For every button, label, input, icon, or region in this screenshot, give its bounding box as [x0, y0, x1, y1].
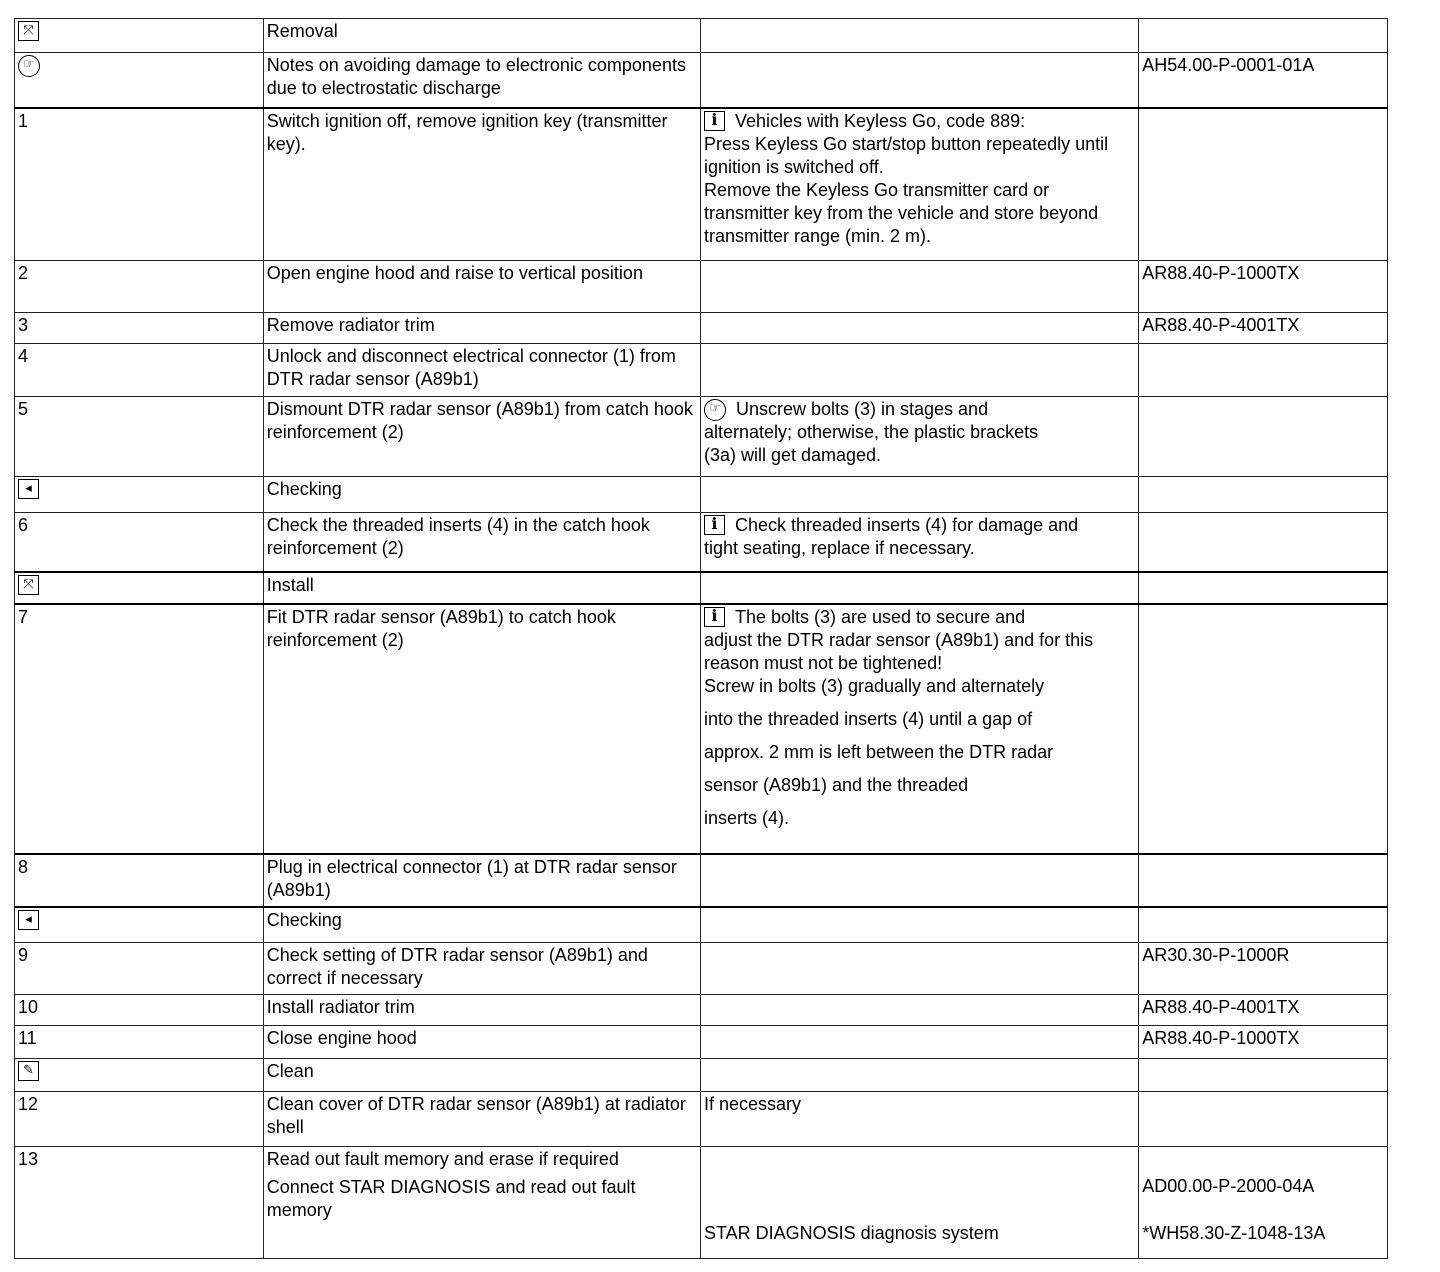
procedure-table [14, 18, 1388, 1259]
action-text-secondary: Connect STAR DIAGNOSIS and read out fault memory [266, 1177, 636, 1220]
note-text: adjust the DTR radar sensor (A89b1) and for this reason must not be tightened! Screw in bolts (3) gradually and alternately [703, 629, 1094, 696]
action-cell: Close engine hood [263, 1026, 700, 1059]
step-number: 8 [15, 854, 264, 907]
info-icon: i [704, 515, 725, 535]
note-text: approx. 2 mm is left between the DTR radar [703, 741, 1054, 762]
note-cell [700, 854, 1138, 907]
step-number: 5 [15, 397, 264, 477]
ref-cell [1139, 572, 1388, 604]
note-text: inserts (4). [703, 807, 789, 828]
step-number: 7 [15, 604, 264, 854]
action-cell [263, 1147, 700, 1259]
ref-cell [1139, 1092, 1388, 1147]
action-text: Read out fault memory and erase if required [266, 1149, 619, 1169]
step-number: 2 [15, 261, 264, 313]
note-lead: The bolts (3) are used to secure and [734, 606, 1026, 627]
note-cell [700, 572, 1138, 604]
ref-cell[interactable]: AR30.30-P-1000R [1139, 943, 1388, 995]
note-cell [700, 513, 1138, 572]
note-cell [700, 477, 1138, 513]
table-row [15, 943, 1388, 995]
action-cell: Checking [263, 907, 700, 943]
info-icon: i [704, 607, 725, 627]
action-cell: Check setting of DTR radar sensor (A89b1) and correct if necessary [263, 943, 700, 995]
ref-cell[interactable]: AR88.40-P-1000TX [1139, 261, 1388, 313]
ref-cell [1139, 604, 1388, 854]
note-text: into the threaded inserts (4) until a gap of [703, 708, 1033, 729]
step-cell [15, 572, 264, 604]
note-cell [700, 1026, 1138, 1059]
ref-cell[interactable]: AR88.40-P-4001TX [1139, 995, 1388, 1026]
step-number: 10 [15, 995, 264, 1026]
ref-cell [1139, 477, 1388, 513]
step-number: 1 [15, 108, 264, 261]
table-row [15, 513, 1388, 572]
action-cell: Remove radiator trim [263, 313, 700, 344]
ref-cell [1139, 854, 1388, 907]
step-cell [15, 1059, 264, 1092]
action-cell: Notes on avoiding damage to electronic components due to electrostatic discharge [263, 53, 700, 108]
action-cell: Check the threaded inserts (4) in the catch hook reinforcement (2) [263, 513, 700, 572]
ref-cell[interactable]: AH54.00-P-0001-01A [1139, 53, 1388, 108]
caution-icon: ☞ [704, 399, 726, 421]
removal-icon: ⤧ [18, 21, 39, 41]
ref-cell [1139, 344, 1388, 397]
ref-cell [1139, 397, 1388, 477]
table-row [15, 572, 1388, 604]
action-cell: Open engine hood and raise to vertical position [263, 261, 700, 313]
table-row [15, 604, 1388, 854]
table-row [15, 1147, 1388, 1259]
table-row [15, 995, 1388, 1026]
note-cell [700, 604, 1138, 854]
step-number: 6 [15, 513, 264, 572]
step-cell [15, 19, 264, 53]
ref-cell [1139, 1147, 1388, 1259]
checking-icon: ◂ [18, 479, 39, 499]
table-row [15, 397, 1388, 477]
checking-icon: ◂ [18, 910, 39, 930]
note-text: STAR DIAGNOSIS diagnosis system [703, 1223, 999, 1243]
ref-cell [1139, 513, 1388, 572]
action-cell: Plug in electrical connector (1) at DTR radar sensor (A89b1) [263, 854, 700, 907]
note-cell [700, 261, 1138, 313]
ref-cell [1139, 1059, 1388, 1092]
action-cell: Checking [263, 477, 700, 513]
step-number: 3 [15, 313, 264, 344]
action-cell: Removal [263, 19, 700, 53]
note-text: alternately; otherwise, the plastic brackets (3a) will get damaged. [703, 422, 1039, 465]
note-cell [700, 53, 1138, 108]
step-number: 4 [15, 344, 264, 397]
note-lead: Unscrew bolts (3) in stages and [735, 399, 989, 419]
step-number: 12 [15, 1092, 264, 1147]
table-row [15, 313, 1388, 344]
note-cell [700, 19, 1138, 53]
note-cell [700, 907, 1138, 943]
table-row [15, 1059, 1388, 1092]
step-number: 11 [15, 1026, 264, 1059]
note-lead: Check threaded inserts (4) for damage and [734, 515, 1079, 535]
step-cell [15, 907, 264, 943]
step-cell [15, 53, 264, 108]
ref-link[interactable]: AD00.00-P-2000-04A [1142, 1176, 1315, 1196]
table-row [15, 854, 1388, 907]
action-cell: Install [263, 572, 700, 604]
table-row [15, 19, 1388, 53]
ref-cell[interactable]: AR88.40-P-1000TX [1139, 1026, 1388, 1059]
action-cell: Install radiator trim [263, 995, 700, 1026]
note-cell [700, 943, 1138, 995]
table-row [15, 53, 1388, 108]
note-cell [700, 397, 1138, 477]
note-cell [700, 313, 1138, 344]
ref-cell [1139, 19, 1388, 53]
ref-cell [1139, 907, 1388, 943]
table-row [15, 907, 1388, 943]
note-cell [700, 995, 1138, 1026]
note-lead: Vehicles with Keyless Go, code 889: [734, 110, 1026, 131]
step-number: 13 [15, 1147, 264, 1259]
action-cell: Dismount DTR radar sensor (A89b1) from catch hook reinforcement (2) [263, 397, 700, 477]
action-cell: Switch ignition off, remove ignition key (transmitter key). [263, 108, 700, 261]
note-text: tight seating, replace if necessary. [703, 538, 975, 558]
clean-icon: ✎ [18, 1061, 39, 1081]
ref-link[interactable]: *WH58.30-Z-1048-13A [1142, 1223, 1326, 1243]
step-number: 9 [15, 943, 264, 995]
action-cell: Unlock and disconnect electrical connector (1) from DTR radar sensor (A89b1) [263, 344, 700, 397]
table-row [15, 477, 1388, 513]
action-cell: Clean cover of DTR radar sensor (A89b1) at radiator shell [263, 1092, 700, 1147]
esd-caution-icon: ☞ [18, 55, 40, 77]
table-row [15, 344, 1388, 397]
info-icon: i [704, 111, 725, 131]
note-cell [700, 344, 1138, 397]
table-row [15, 261, 1388, 313]
note-cell [700, 1147, 1138, 1259]
note-cell [700, 1059, 1138, 1092]
note-text: sensor (A89b1) and the threaded [703, 774, 969, 795]
table-row [15, 1092, 1388, 1147]
note-text: Press Keyless Go start/stop button repeatedly until ignition is switched off. Remove the Keyless Go transmitter card or transmitter key from the vehicle and store beyond transmitter range (min. 2 m). [703, 133, 1109, 246]
note-cell [700, 108, 1138, 261]
ref-cell [1139, 108, 1388, 261]
ref-cell[interactable]: AR88.40-P-4001TX [1139, 313, 1388, 344]
note-cell: If necessary [700, 1092, 1138, 1147]
action-cell: Fit DTR radar sensor (A89b1) to catch hook reinforcement (2) [263, 604, 700, 854]
install-icon: ⤧ [18, 575, 39, 595]
action-cell: Clean [263, 1059, 700, 1092]
table-row [15, 108, 1388, 261]
table-row [15, 1026, 1388, 1059]
step-cell [15, 477, 264, 513]
